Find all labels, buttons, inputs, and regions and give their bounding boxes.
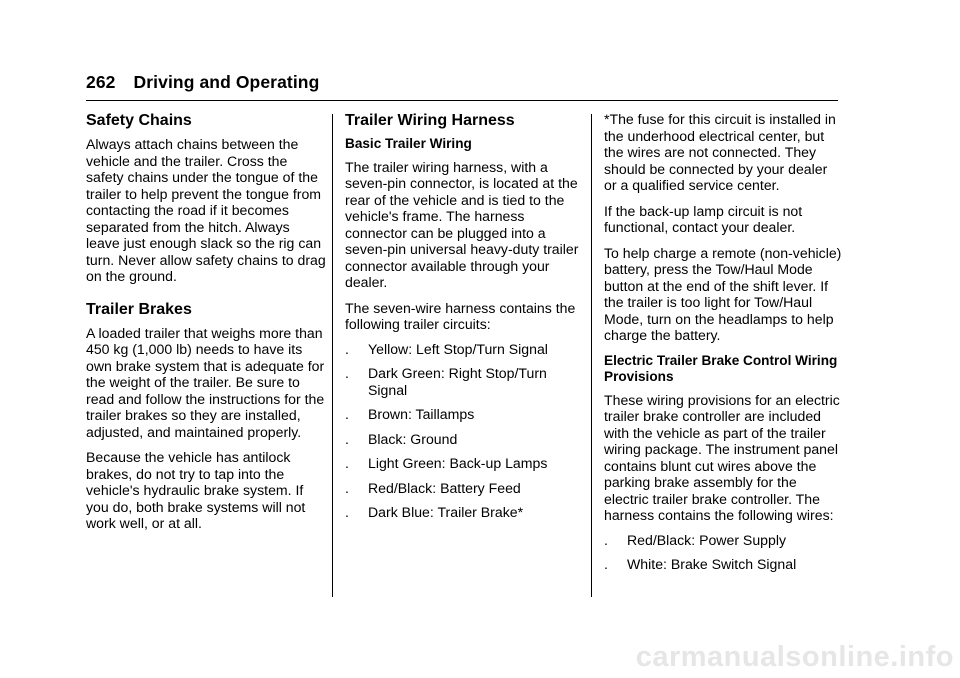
- header-rule: [86, 100, 838, 101]
- wiring-harness-para-1: The trailer wiring harness, with a seven-pin connector, is located at the rear of the vehicle and is tied to the vehicle's frame. The harness connector can be plugged into a seven-pin universal heavy-duty trailer connector available through your dealer.: [345, 158, 579, 290]
- electric-brake-wiring-para: These wiring provisions for an electric trailer brake controller are included with the vehicle as part of the trailer wiring package. The instrument panel contains blunt cut wires above the parking brake assembly for the electric trailer brake controller. The harness contains the following wires:: [604, 391, 840, 523]
- watermark: carmanualsonline.info: [635, 641, 954, 673]
- list-item-text: Yellow: Left Stop/Turn Signal: [368, 340, 548, 357]
- wiring-harness-para-2: The seven-wire harness contains the following trailer circuits:: [345, 299, 576, 332]
- bullet-glyph: .: [345, 479, 349, 496]
- trailer-circuits-list: [345, 341, 581, 521]
- list-item: [345, 504, 581, 521]
- column-1: [86, 108, 326, 541]
- brake-wires-list: [604, 532, 842, 573]
- page-header: [86, 72, 319, 93]
- page-number: 262: [86, 72, 116, 92]
- trailer-brakes-para-1: A loaded trailer that weighs more than 450 kg (1,000 lb) needs to have its own brake system that is adequate for the weight of the trailer. Be sure to read and follow the instructions for the trailer brakes so they are installed, adjusted, and maintained properly.: [86, 324, 325, 440]
- bullet-glyph: .: [345, 504, 349, 520]
- list-item: [604, 556, 842, 573]
- basic-trailer-wiring-subheading: Basic Trailer Wiring: [345, 136, 472, 151]
- list-item-text: Red/Black: Battery Feed: [368, 479, 521, 496]
- bullet-glyph: .: [604, 556, 608, 572]
- list-item: [345, 455, 581, 472]
- backup-lamp-note: If the back-up lamp circuit is not functional, contact your dealer.: [604, 202, 803, 235]
- safety-chains-body: Always attach chains between the vehicle and the trailer. Cross the safety chains under the tongue of the trailer to help prevent the tongue from contacting the road if it becomes separated from the hitch. Always leave just enough slack so the rig can turn. Never allow safety chains to drag on the ground.: [86, 136, 326, 284]
- list-item-text: Light Green: Back-up Lamps: [368, 455, 548, 471]
- list-item: [604, 532, 842, 549]
- bullet-glyph: .: [345, 340, 349, 357]
- list-item-text: Dark Green: Right Stop/Turn Signal: [368, 365, 547, 398]
- list-item: [345, 480, 581, 497]
- column-2: [345, 108, 581, 529]
- list-item: [345, 365, 581, 398]
- list-item-text: Black: Ground: [368, 430, 458, 447]
- bullet-glyph: .: [604, 531, 608, 548]
- list-item-text: White: Brake Switch Signal: [627, 556, 797, 572]
- list-item: [345, 406, 581, 423]
- section-title: Driving and Operating: [133, 72, 320, 92]
- column-divider-2: [591, 114, 592, 597]
- bullet-glyph: .: [345, 406, 349, 422]
- trailer-wiring-harness-heading: Trailer Wiring Harness: [345, 112, 515, 129]
- list-item-text: Brown: Taillamps: [368, 406, 475, 422]
- trailer-brakes-heading: Trailer Brakes: [86, 300, 192, 318]
- column-divider-1: [332, 114, 333, 597]
- bullet-glyph: .: [345, 455, 349, 471]
- list-item-text: Dark Blue: Trailer Brake*: [368, 504, 524, 520]
- list-item: [345, 341, 581, 358]
- safety-chains-heading: Safety Chains: [86, 112, 192, 129]
- bullet-glyph: .: [345, 365, 349, 381]
- bullet-glyph: .: [345, 430, 349, 447]
- remote-battery-note: To help charge a remote (non-vehicle) battery, press the Tow/Haul Mode button at the end of the shift lever. If the trailer is too light for Tow/Haul Mode, turn on the headlamps to help charge the battery.: [604, 244, 842, 343]
- electric-brake-wiring-subheading: Electric Trailer Brake Control Wiring Provisions: [604, 352, 838, 384]
- fuse-note: *The fuse for this circuit is installed in the underhood electrical center, but the wires are not connected. They should be connected by your dealer or a qualified service center.: [604, 111, 836, 193]
- list-item-text: Red/Black: Power Supply: [627, 531, 787, 548]
- column-3: [604, 108, 842, 581]
- list-item: [345, 431, 581, 448]
- trailer-brakes-para-2: Because the vehicle has antilock brakes, do not try to tap into the vehicle's hydraulic brake system. If you do, both brake systems will not work well, or at all.: [86, 449, 306, 531]
